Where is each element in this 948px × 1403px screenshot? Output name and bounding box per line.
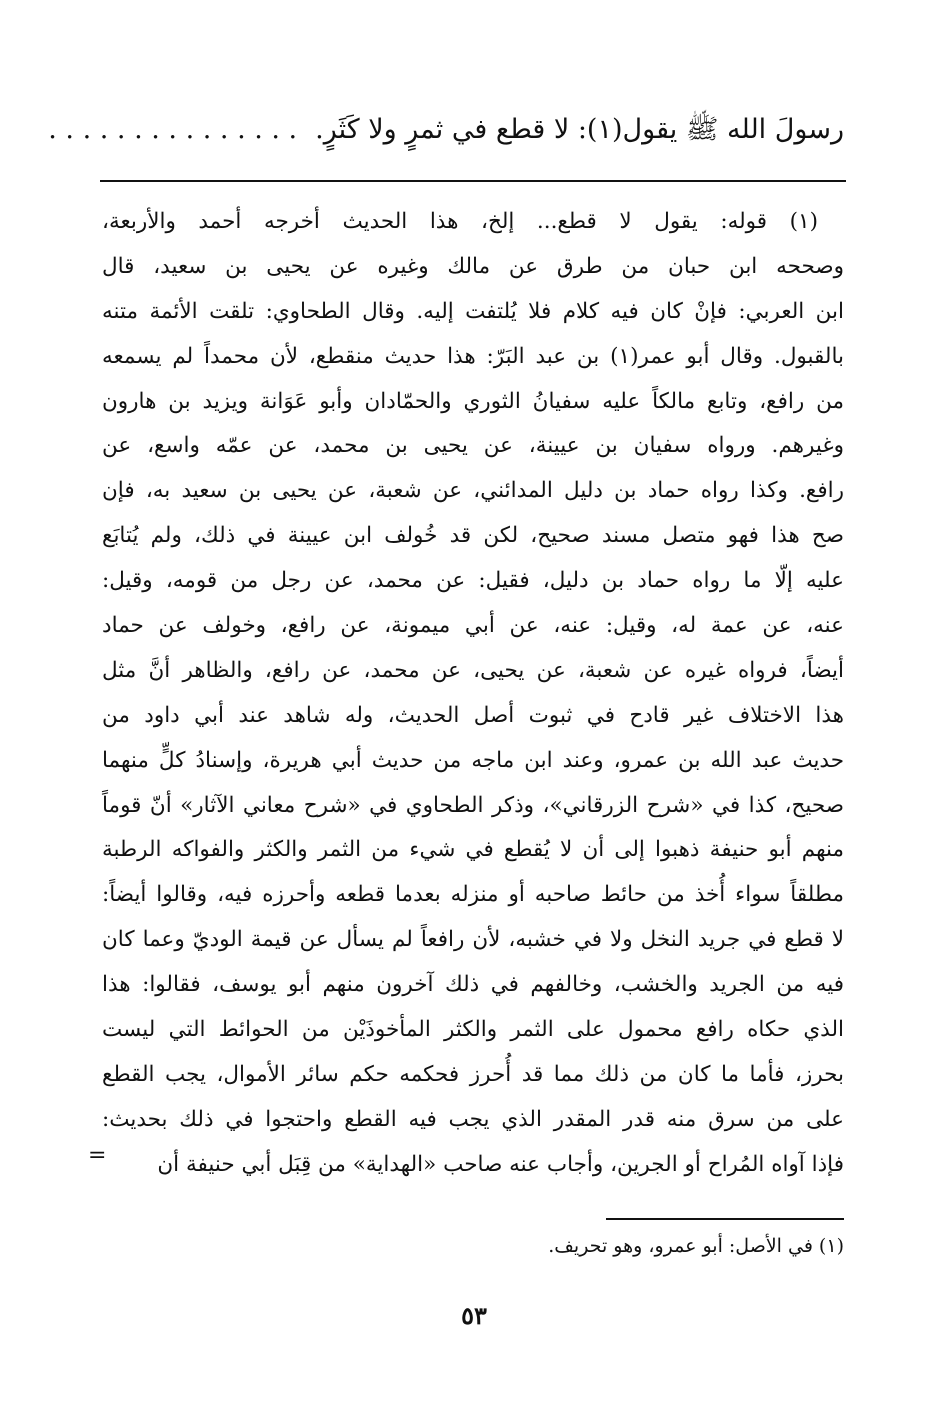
commentary-line: رافع. وكذا رواه حماد بن دليل المدائني، عن شعبة، عن يحيى بن سعيد به، فإن xyxy=(102,478,844,504)
commentary-line: على من سرق منه قدر المقدر الذي يجب فيه القطع واحتجوا في ذلك بحديث: xyxy=(102,1106,844,1132)
commentary-line: ابن العربي: فإنْ كان فيه كلام فلا يُلتفت إليه. وقال الطحاوي: تلقت الأئمة متنه xyxy=(102,298,844,324)
commentary-line: هذا الاختلاف غير قادح في ثبوت أصل الحديث، وله شاهد عند أبي داود من xyxy=(102,702,844,728)
commentary-line: أيضاً، فرواه غيره عن شعبة، عن يحيى، عن محمد، عن رافع، والظاهر أنَّ مثل xyxy=(102,657,844,683)
commentary-line: بحرز، فأما ما كان من ذلك مما قد أُحرز فحكمه حكم سائر الأموال، يجب القطع xyxy=(102,1061,844,1087)
page-number: ٥٣ xyxy=(461,1301,487,1330)
commentary-line: من رافع، وتابع مالكاً عليه سفيانُ الثوري والحمّادان وأبو عَوَانة ويزيد بن هارون xyxy=(102,388,844,414)
commentary-line: فيه من الجريد والخشب، وخالفهم في ذلك آخرون منهم أبو يوسف، فقالوا: هذا xyxy=(102,972,844,998)
main-text xyxy=(48,108,844,152)
commentary-line: مطلقاً سواء أُخذ من حائط صاحبه أو منزله بعدما قطعه وأحرزه فيه، وقالوا أيضاً: xyxy=(102,882,844,908)
commentary-line: وصححه ابن حبان من طرق عن مالك وغيره عن يحيى بن سعيد، قال xyxy=(102,253,844,279)
continuation-mark: = xyxy=(88,1143,107,1168)
footnote: (١) في الأصل: أبو عمرو، وهو تحريف. xyxy=(548,1235,844,1257)
commentary-line: (١) قوله: يقول لا قطع... إلخ، هذا الحديث أخرجه أحمد والأربعة، xyxy=(102,209,818,234)
commentary-line: لا قطع في جريد النخل ولا في خشبه، لأن رافعاً لم يسأل عن قيمة الوديّ وعما كان xyxy=(102,927,844,953)
commentary-line: عليه إلّا ما رواه حماد بن دليل، فقيل: عن محمد، عن رجل من قومه، وقيل: xyxy=(102,568,844,594)
commentary-line: وغيرهم. ورواه سفيان بن عيينة، عن يحيى بن محمد، عن عمّه واسع، عن xyxy=(102,433,844,459)
ellipsis-dots: . . . . . . . . . . . . . . . xyxy=(48,114,298,145)
commentary-line: صح هذا فهو متصل مسند صحيح، لكن قد خُولف ابن عيينة في ذلك، ولم يُتابَع xyxy=(102,523,844,549)
commentary-block xyxy=(102,200,844,1188)
commentary-line: فإذا آواه المُراح أو الجرين، وأجاب عنه صاحب «الهداية» من قِبَل أبي حنيفة أن xyxy=(157,1151,844,1177)
main-text-line: رسولَ الله ﷺ يقول(١): لا قطع في ثمرٍ ولا كَثَرٍ. xyxy=(315,114,844,145)
commentary-line: صحيح، كذا في «شرح الزرقاني»، وذكر الطحاوي في «شرح معاني الآثار» أنّ قوماً xyxy=(102,792,844,818)
main-text-separator xyxy=(100,180,846,182)
commentary-line: منهم أبو حنيفة ذهبوا إلى أن لا يُقطع في شيء من الثمر والكثر والفواكه الرطبة xyxy=(102,837,844,863)
commentary-line: الذي حكاه رافع محمول على الثمر والكثر المأخوذَيْن من الحوائط التي ليست xyxy=(102,1017,844,1043)
commentary-line: حديث عبد الله بن عمرو، وعند ابن ماجه من حديث أبي هريرة، وإسنادُ كلٍّ منهما xyxy=(102,747,844,773)
commentary-line: عنه، عن عمة له، وقيل: عنه، عن أبي ميمونة، عن رافع، وخولف عن حماد xyxy=(102,613,844,639)
commentary-line: بالقبول. وقال أبو عمر(١) بن عبد البَرّ: هذا حديث منقطع، لأن محمداً لم يسمعه xyxy=(102,343,844,369)
footnote-separator xyxy=(606,1218,844,1220)
